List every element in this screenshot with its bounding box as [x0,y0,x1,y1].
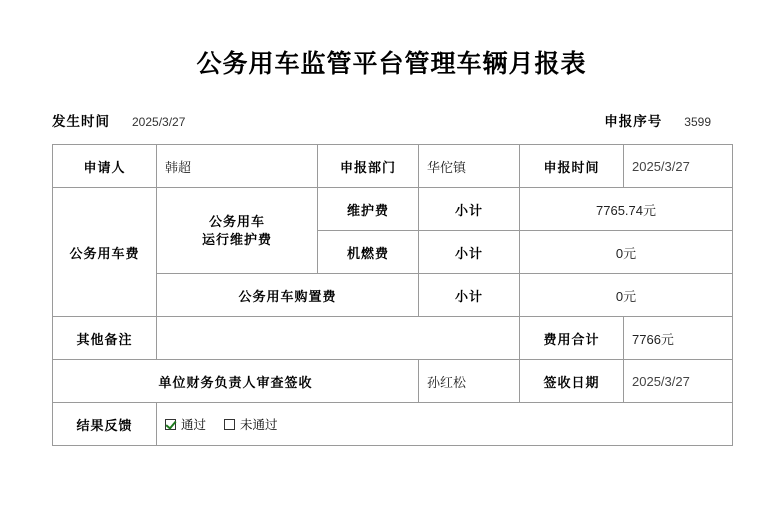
table-row-maintenance [53,188,733,231]
remark-value [157,317,520,360]
dept-value: 华佗镇 [419,145,520,188]
occur-time-group [52,110,185,130]
applicant-label: 申请人 [53,145,157,188]
dept-label: 申报部门 [318,145,419,188]
serial-label: 申报序号 [604,114,663,129]
remark-label: 其他备注 [53,317,157,360]
table-row-applicant [53,145,733,188]
option-fail[interactable] [224,415,278,433]
option-pass-label: 通过 [181,418,207,432]
result-feedback-group [165,415,724,433]
option-pass[interactable] [165,415,206,433]
occur-time-label: 发生时间 [52,114,110,129]
declare-time-label: 申报时间 [520,145,624,188]
operation-maintenance-label [157,188,318,274]
maintenance-label: 维护费 [318,188,419,231]
applicant-value: 韩超 [157,145,318,188]
operation-maintenance-line2: 运行维护费 [201,231,272,247]
operation-maintenance-line1: 公务用车 [208,213,265,229]
report-table [52,144,733,446]
checkbox-checked-icon[interactable] [165,419,176,430]
finance-sign-value: 孙红松 [419,360,520,403]
table-row-result [53,403,733,446]
purchase-label: 公务用车购置费 [157,274,419,317]
maintenance-amount: 7765.74元 [520,188,733,231]
declare-time-value: 2025/3/27 [624,145,733,188]
purchase-subtotal-label: 小计 [419,274,520,317]
result-label: 结果反馈 [53,403,157,446]
serial-value: 3599 [684,115,711,129]
maintenance-subtotal-label: 小计 [419,188,520,231]
purchase-amount: 0元 [520,274,733,317]
sign-date-label: 签收日期 [520,360,624,403]
sign-date-value: 2025/3/27 [624,360,733,403]
fee-section-label: 公务用车费 [53,188,157,317]
page-title: 公务用车监管平台管理车辆月报表 [196,51,587,78]
total-value: 7766元 [624,317,733,360]
table-row-remark [53,317,733,360]
fuel-label: 机燃费 [318,231,419,274]
fuel-subtotal-label: 小计 [419,231,520,274]
option-fail-label: 未通过 [240,418,278,432]
fuel-amount: 0元 [520,231,733,274]
finance-sign-label: 单位财务负责人审查签收 [53,360,419,403]
occur-time-value: 2025/3/27 [132,115,186,129]
table-row-finance-sign [53,360,733,403]
total-label: 费用合计 [520,317,624,360]
checkbox-empty-icon[interactable] [224,419,235,430]
serial-group [604,110,711,130]
result-options-cell [157,403,733,446]
meta-row [52,110,731,130]
